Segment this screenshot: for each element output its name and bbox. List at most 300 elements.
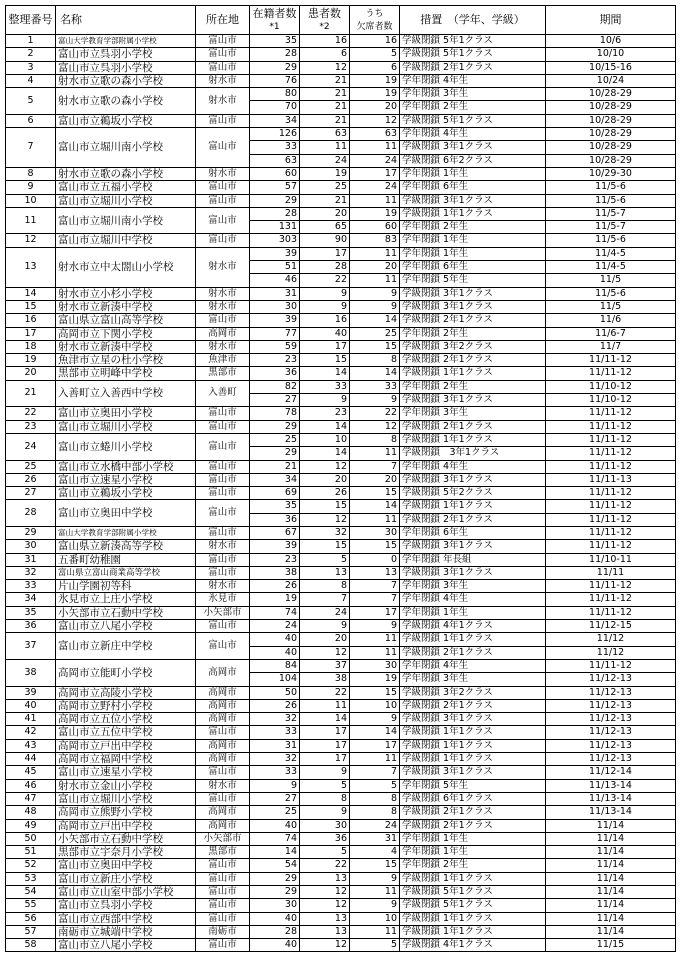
- header-patients-label: 患者数: [308, 6, 341, 20]
- closure-measure: 学年閉鎖 2年生: [400, 221, 546, 234]
- enrolled-count: 32: [250, 713, 300, 726]
- closure-period: 11/11-12: [546, 407, 676, 420]
- patient-count: 5: [300, 779, 350, 792]
- table-row: [6, 686, 676, 699]
- table-row: [6, 433, 676, 446]
- absent-count: 11: [350, 274, 400, 287]
- school-location: 高岡市: [196, 686, 250, 699]
- table-row: [6, 181, 676, 194]
- closure-measure: 学年閉鎖 4年生: [400, 74, 546, 87]
- enrolled-count: 28: [250, 207, 300, 220]
- closure-period: 11/11-12: [546, 433, 676, 446]
- patient-count: 22: [300, 274, 350, 287]
- row-number: 17: [6, 327, 56, 340]
- absent-count: 63: [350, 128, 400, 141]
- row-number: 18: [6, 340, 56, 353]
- enrolled-count: 25: [250, 433, 300, 446]
- closure-period: 11/5: [546, 300, 676, 313]
- table-row: [6, 526, 676, 539]
- patient-count: 12: [300, 460, 350, 473]
- table-row: [6, 819, 676, 832]
- school-location: 富山市: [196, 633, 250, 660]
- closure-period: 11/15: [546, 939, 676, 952]
- patient-count: 19: [300, 167, 350, 180]
- patient-count: 17: [300, 247, 350, 260]
- row-number: 49: [6, 819, 56, 832]
- enrolled-count: 25: [250, 806, 300, 819]
- closure-measure: 学級閉鎖 3年1クラス: [400, 447, 546, 460]
- enrolled-count: 23: [250, 553, 300, 566]
- absent-count: 5: [350, 48, 400, 61]
- school-location: 射水市: [196, 287, 250, 300]
- closure-measure: 学級閉鎖 1年1クラス: [400, 872, 546, 885]
- table-row: [6, 167, 676, 180]
- closure-period: 11/14: [546, 832, 676, 845]
- closure-measure: 学年閉鎖 6年生: [400, 526, 546, 539]
- closure-measure: 学級閉鎖 3年1クラス: [400, 473, 546, 486]
- school-location: 黒部市: [196, 846, 250, 859]
- enrolled-count: 28: [250, 48, 300, 61]
- absent-count: 14: [350, 367, 400, 380]
- row-number: 34: [6, 593, 56, 606]
- school-location: 富山市: [196, 553, 250, 566]
- school-name: 射水市立歌の森小学校: [56, 167, 196, 180]
- table-row: [6, 899, 676, 912]
- closure-period: 11/11-12: [546, 500, 676, 513]
- closure-measure: 学年閉鎖 3年生: [400, 580, 546, 593]
- patient-count: 16: [300, 35, 350, 48]
- patient-count: 10: [300, 433, 350, 446]
- row-number: 12: [6, 234, 56, 247]
- enrolled-count: 40: [250, 912, 300, 925]
- enrolled-count: 76: [250, 74, 300, 87]
- absent-count: 8: [350, 792, 400, 805]
- closure-period: 11/14: [546, 859, 676, 872]
- absent-count: 10: [350, 912, 400, 925]
- closure-measure: 学年閉鎖 1年生: [400, 832, 546, 845]
- closure-period: 11/14: [546, 886, 676, 899]
- enrolled-count: 50: [250, 686, 300, 699]
- school-name: 高岡市立戸出中学校: [56, 819, 196, 832]
- patient-count: 63: [300, 128, 350, 141]
- patient-count: 22: [300, 859, 350, 872]
- absent-count: 7: [350, 766, 400, 779]
- row-number: 9: [6, 181, 56, 194]
- school-location: 富山市: [196, 433, 250, 460]
- absent-count: 11: [350, 447, 400, 460]
- closure-period: 11/12-13: [546, 726, 676, 739]
- school-name: 南砺市立城端中学校: [56, 925, 196, 938]
- closure-period: 11/12-13: [546, 686, 676, 699]
- enrolled-count: 27: [250, 394, 300, 407]
- row-number: 13: [6, 247, 56, 287]
- school-location: 射水市: [196, 247, 250, 287]
- closure-measure: 学年閉鎖 4年生: [400, 460, 546, 473]
- closure-measure: 学年閉鎖 5年生: [400, 779, 546, 792]
- closure-measure: 学級閉鎖 1年1クラス: [400, 912, 546, 925]
- enrolled-count: 29: [250, 447, 300, 460]
- enrolled-count: 29: [250, 420, 300, 433]
- closure-period: 11/14: [546, 912, 676, 925]
- absent-count: 31: [350, 832, 400, 845]
- absent-count: 17: [350, 167, 400, 180]
- row-number: 55: [6, 899, 56, 912]
- closure-measure: 学級閉鎖 2年1クラス: [400, 354, 546, 367]
- absent-count: 16: [350, 35, 400, 48]
- table-row: [6, 792, 676, 805]
- patient-count: 6: [300, 48, 350, 61]
- absent-count: 19: [350, 88, 400, 101]
- enrolled-count: 35: [250, 35, 300, 48]
- enrolled-count: 29: [250, 194, 300, 207]
- patient-count: 21: [300, 74, 350, 87]
- patient-count: 14: [300, 420, 350, 433]
- table-row: [6, 420, 676, 433]
- table-row: [6, 753, 676, 766]
- absent-count: 5: [350, 939, 400, 952]
- closure-period: 11/11-12: [546, 447, 676, 460]
- patient-count: 40: [300, 327, 350, 340]
- patient-count: 25: [300, 181, 350, 194]
- absent-count: 15: [350, 686, 400, 699]
- row-number: 42: [6, 726, 56, 739]
- absent-count: 7: [350, 460, 400, 473]
- header-absent: [350, 6, 400, 35]
- patient-count: 13: [300, 912, 350, 925]
- table-row: [6, 300, 676, 313]
- closure-measure: 学級閉鎖 5年2クラス: [400, 487, 546, 500]
- row-number: 11: [6, 207, 56, 234]
- closure-period: 11/12: [546, 646, 676, 659]
- school-name: 片山学園初等科: [56, 580, 196, 593]
- row-number: 10: [6, 194, 56, 207]
- absent-count: 0: [350, 553, 400, 566]
- patient-count: 22: [300, 686, 350, 699]
- closure-measure: 学級閉鎖 3年1クラス: [400, 287, 546, 300]
- school-name: 富山市立新庄小学校: [56, 872, 196, 885]
- school-location: 射水市: [196, 300, 250, 313]
- school-name: 富山市立山室中部小学校: [56, 886, 196, 899]
- school-location: 入善町: [196, 380, 250, 407]
- closure-period: 11/7: [546, 340, 676, 353]
- patient-count: 12: [300, 886, 350, 899]
- absent-count: 11: [350, 886, 400, 899]
- table-row: [6, 194, 676, 207]
- school-location: 小矢部市: [196, 832, 250, 845]
- table-row: [6, 699, 676, 712]
- patient-count: 11: [300, 141, 350, 154]
- patient-count: 65: [300, 221, 350, 234]
- table-row: [6, 606, 676, 619]
- table-row: [6, 553, 676, 566]
- row-number: 5: [6, 88, 56, 115]
- row-number: 21: [6, 380, 56, 407]
- absent-count: 24: [350, 819, 400, 832]
- table-row: [6, 48, 676, 61]
- school-location: 氷見市: [196, 593, 250, 606]
- table-row: [6, 779, 676, 792]
- table-row: [6, 460, 676, 473]
- absent-count: 9: [350, 287, 400, 300]
- absent-count: 8: [350, 433, 400, 446]
- school-location: 高岡市: [196, 806, 250, 819]
- row-number: 31: [6, 553, 56, 566]
- school-name: 富山市立鵜坂小学校: [56, 487, 196, 500]
- school-closure-table: [5, 5, 676, 952]
- row-number: 3: [6, 61, 56, 74]
- school-location: 富山市: [196, 48, 250, 61]
- enrolled-count: 104: [250, 673, 300, 686]
- patient-count: 11: [300, 699, 350, 712]
- school-name: 高岡市立高陵小学校: [56, 686, 196, 699]
- enrolled-count: 29: [250, 886, 300, 899]
- patient-count: 24: [300, 606, 350, 619]
- school-location: 富山市: [196, 114, 250, 127]
- school-location: 富山市: [196, 566, 250, 579]
- patient-count: 12: [300, 513, 350, 526]
- table-row: [6, 659, 676, 672]
- school-location: 高岡市: [196, 659, 250, 686]
- row-number: 53: [6, 872, 56, 885]
- absent-count: 22: [350, 407, 400, 420]
- closure-period: 11/6-7: [546, 327, 676, 340]
- patient-count: 13: [300, 925, 350, 938]
- table-body: [6, 35, 676, 952]
- school-name: 五番町幼稚園: [56, 553, 196, 566]
- absent-count: 11: [350, 753, 400, 766]
- patient-count: 15: [300, 540, 350, 553]
- closure-measure: 学年閉鎖 2年生: [400, 859, 546, 872]
- table-row: [6, 766, 676, 779]
- patient-count: 12: [300, 61, 350, 74]
- absent-count: 24: [350, 154, 400, 167]
- patient-count: 12: [300, 899, 350, 912]
- header-no: 整理番号: [6, 6, 56, 35]
- enrolled-count: 32: [250, 753, 300, 766]
- table-row: [6, 739, 676, 752]
- school-name: 富山県立富山高等学校: [56, 314, 196, 327]
- absent-count: 9: [350, 300, 400, 313]
- table-row: [6, 859, 676, 872]
- closure-measure: 学年閉鎖 6年生: [400, 181, 546, 194]
- absent-count: 8: [350, 354, 400, 367]
- row-number: 36: [6, 620, 56, 633]
- enrolled-count: 69: [250, 487, 300, 500]
- table-row: [6, 61, 676, 74]
- table-row: [6, 886, 676, 899]
- patient-count: 14: [300, 367, 350, 380]
- header-enrolled: [250, 6, 300, 35]
- closure-measure: 学年閉鎖 6年生: [400, 261, 546, 274]
- absent-count: 5: [350, 779, 400, 792]
- closure-period: 11/11-13: [546, 473, 676, 486]
- table-row: [6, 633, 676, 646]
- enrolled-count: 54: [250, 859, 300, 872]
- enrolled-count: 39: [250, 540, 300, 553]
- row-number: 4: [6, 74, 56, 87]
- closure-period: 11/5-7: [546, 221, 676, 234]
- closure-measure: 学年閉鎖 1年生: [400, 606, 546, 619]
- closure-measure: 学年閉鎖 3年生: [400, 88, 546, 101]
- closure-measure: 学年閉鎖 1年生: [400, 247, 546, 260]
- closure-table-container: [5, 5, 675, 952]
- header-measure: 措置 （学年、学級）: [400, 6, 546, 35]
- absent-count: 15: [350, 340, 400, 353]
- absent-count: 9: [350, 713, 400, 726]
- patient-count: 30: [300, 819, 350, 832]
- school-location: 富山市: [196, 194, 250, 207]
- school-name: 射水市立新湊中学校: [56, 340, 196, 353]
- row-number: 46: [6, 779, 56, 792]
- header-period: 期間: [546, 6, 676, 35]
- school-name: 射水市立小杉小学校: [56, 287, 196, 300]
- enrolled-count: 74: [250, 832, 300, 845]
- enrolled-count: 40: [250, 939, 300, 952]
- school-location: 富山市: [196, 886, 250, 899]
- closure-period: 11/11-12: [546, 593, 676, 606]
- school-name: 富山市立水橋中部小学校: [56, 460, 196, 473]
- header-enrolled-label: 在籍者数: [252, 6, 297, 20]
- patient-count: 21: [300, 88, 350, 101]
- closure-measure: 学級閉鎖 1年1クラス: [400, 633, 546, 646]
- closure-measure: 学級閉鎖 4年1クラス: [400, 939, 546, 952]
- closure-period: 10/15-16: [546, 61, 676, 74]
- row-number: 45: [6, 766, 56, 779]
- enrolled-count: 34: [250, 473, 300, 486]
- closure-measure: 学級閉鎖 3年1クラス: [400, 713, 546, 726]
- school-name: 富山大学教育学部附属小学校: [56, 35, 196, 48]
- closure-period: 11/11-12: [546, 487, 676, 500]
- table-row: [6, 832, 676, 845]
- patient-count: 20: [300, 473, 350, 486]
- school-name: 高岡市立福岡中学校: [56, 753, 196, 766]
- table-row: [6, 407, 676, 420]
- absent-count: 12: [350, 420, 400, 433]
- enrolled-count: 29: [250, 61, 300, 74]
- table-row: [6, 367, 676, 380]
- closure-measure: 学年閉鎖 3年生: [400, 407, 546, 420]
- closure-measure: 学級閉鎖 5年1クラス: [400, 899, 546, 912]
- absent-count: 11: [350, 194, 400, 207]
- school-name: 富山市立呉羽小学校: [56, 48, 196, 61]
- school-name: 射水市立新湊中学校: [56, 300, 196, 313]
- enrolled-count: 131: [250, 221, 300, 234]
- school-name: 富山市立新庄中学校: [56, 633, 196, 660]
- table-row: [6, 74, 676, 87]
- closure-measure: 学級閉鎖 6年2クラス: [400, 154, 546, 167]
- school-location: 富山市: [196, 420, 250, 433]
- table-row: [6, 247, 676, 260]
- table-row: [6, 327, 676, 340]
- school-location: 富山市: [196, 912, 250, 925]
- school-location: 富山市: [196, 939, 250, 952]
- closure-measure: 学級閉鎖 1年1クラス: [400, 433, 546, 446]
- patient-count: 21: [300, 101, 350, 114]
- row-number: 30: [6, 540, 56, 553]
- patient-count: 13: [300, 872, 350, 885]
- table-row: [6, 380, 676, 393]
- school-location: 富山市: [196, 314, 250, 327]
- patient-count: 14: [300, 713, 350, 726]
- patient-count: 21: [300, 114, 350, 127]
- absent-count: 25: [350, 327, 400, 340]
- school-name: 氷見市立上庄小学校: [56, 593, 196, 606]
- closure-period: 10/28-29: [546, 141, 676, 154]
- row-number: 54: [6, 886, 56, 899]
- absent-count: 24: [350, 181, 400, 194]
- closure-measure: 学級閉鎖 2年1クラス: [400, 646, 546, 659]
- absent-count: 11: [350, 646, 400, 659]
- school-name: 射水市立歌の森小学校: [56, 74, 196, 87]
- closure-measure: 学級閉鎖 1年1クラス: [400, 726, 546, 739]
- patient-count: 26: [300, 487, 350, 500]
- patient-count: 33: [300, 380, 350, 393]
- table-row: [6, 540, 676, 553]
- school-name: 富山市立呉羽小学校: [56, 61, 196, 74]
- enrolled-count: 80: [250, 88, 300, 101]
- closure-measure: 学級閉鎖 3年1クラス: [400, 394, 546, 407]
- closure-period: 10/6: [546, 35, 676, 48]
- closure-period: 11/14: [546, 925, 676, 938]
- closure-period: 11/12-15: [546, 620, 676, 633]
- row-number: 16: [6, 314, 56, 327]
- patient-count: 9: [300, 806, 350, 819]
- closure-measure: 学年閉鎖 3年生: [400, 673, 546, 686]
- patient-count: 16: [300, 314, 350, 327]
- patient-count: 8: [300, 792, 350, 805]
- patient-count: 5: [300, 553, 350, 566]
- school-location: 富山市: [196, 234, 250, 247]
- row-number: 43: [6, 739, 56, 752]
- patient-count: 15: [300, 354, 350, 367]
- row-number: 1: [6, 35, 56, 48]
- closure-measure: 学級閉鎖 5年1クラス: [400, 35, 546, 48]
- school-location: 射水市: [196, 340, 250, 353]
- patient-count: 14: [300, 447, 350, 460]
- absent-count: 30: [350, 526, 400, 539]
- patient-count: 12: [300, 646, 350, 659]
- patient-count: 24: [300, 154, 350, 167]
- table-row: [6, 487, 676, 500]
- enrolled-count: 23: [250, 354, 300, 367]
- absent-count: 11: [350, 247, 400, 260]
- closure-measure: 学級閉鎖 2年1クラス: [400, 513, 546, 526]
- absent-count: 14: [350, 500, 400, 513]
- closure-period: 10/28-29: [546, 128, 676, 141]
- closure-period: 11/11-12: [546, 420, 676, 433]
- closure-period: 11/4-5: [546, 261, 676, 274]
- closure-period: 11/12-13: [546, 713, 676, 726]
- patient-count: 13: [300, 566, 350, 579]
- closure-measure: 学年閉鎖 4年生: [400, 128, 546, 141]
- absent-count: 13: [350, 566, 400, 579]
- absent-count: 14: [350, 726, 400, 739]
- closure-measure: 学年閉鎖 4年生: [400, 659, 546, 672]
- enrolled-count: 24: [250, 620, 300, 633]
- school-location: 高岡市: [196, 739, 250, 752]
- absent-count: 20: [350, 473, 400, 486]
- school-location: 富山市: [196, 899, 250, 912]
- row-number: 35: [6, 606, 56, 619]
- patient-count: 17: [300, 340, 350, 353]
- closure-period: 11/5-6: [546, 287, 676, 300]
- enrolled-count: 40: [250, 646, 300, 659]
- table-row: [6, 713, 676, 726]
- closure-measure: 学級閉鎖 2年1クラス: [400, 806, 546, 819]
- enrolled-count: 67: [250, 526, 300, 539]
- row-number: 6: [6, 114, 56, 127]
- school-name: 富山市立堀川南小学校: [56, 207, 196, 234]
